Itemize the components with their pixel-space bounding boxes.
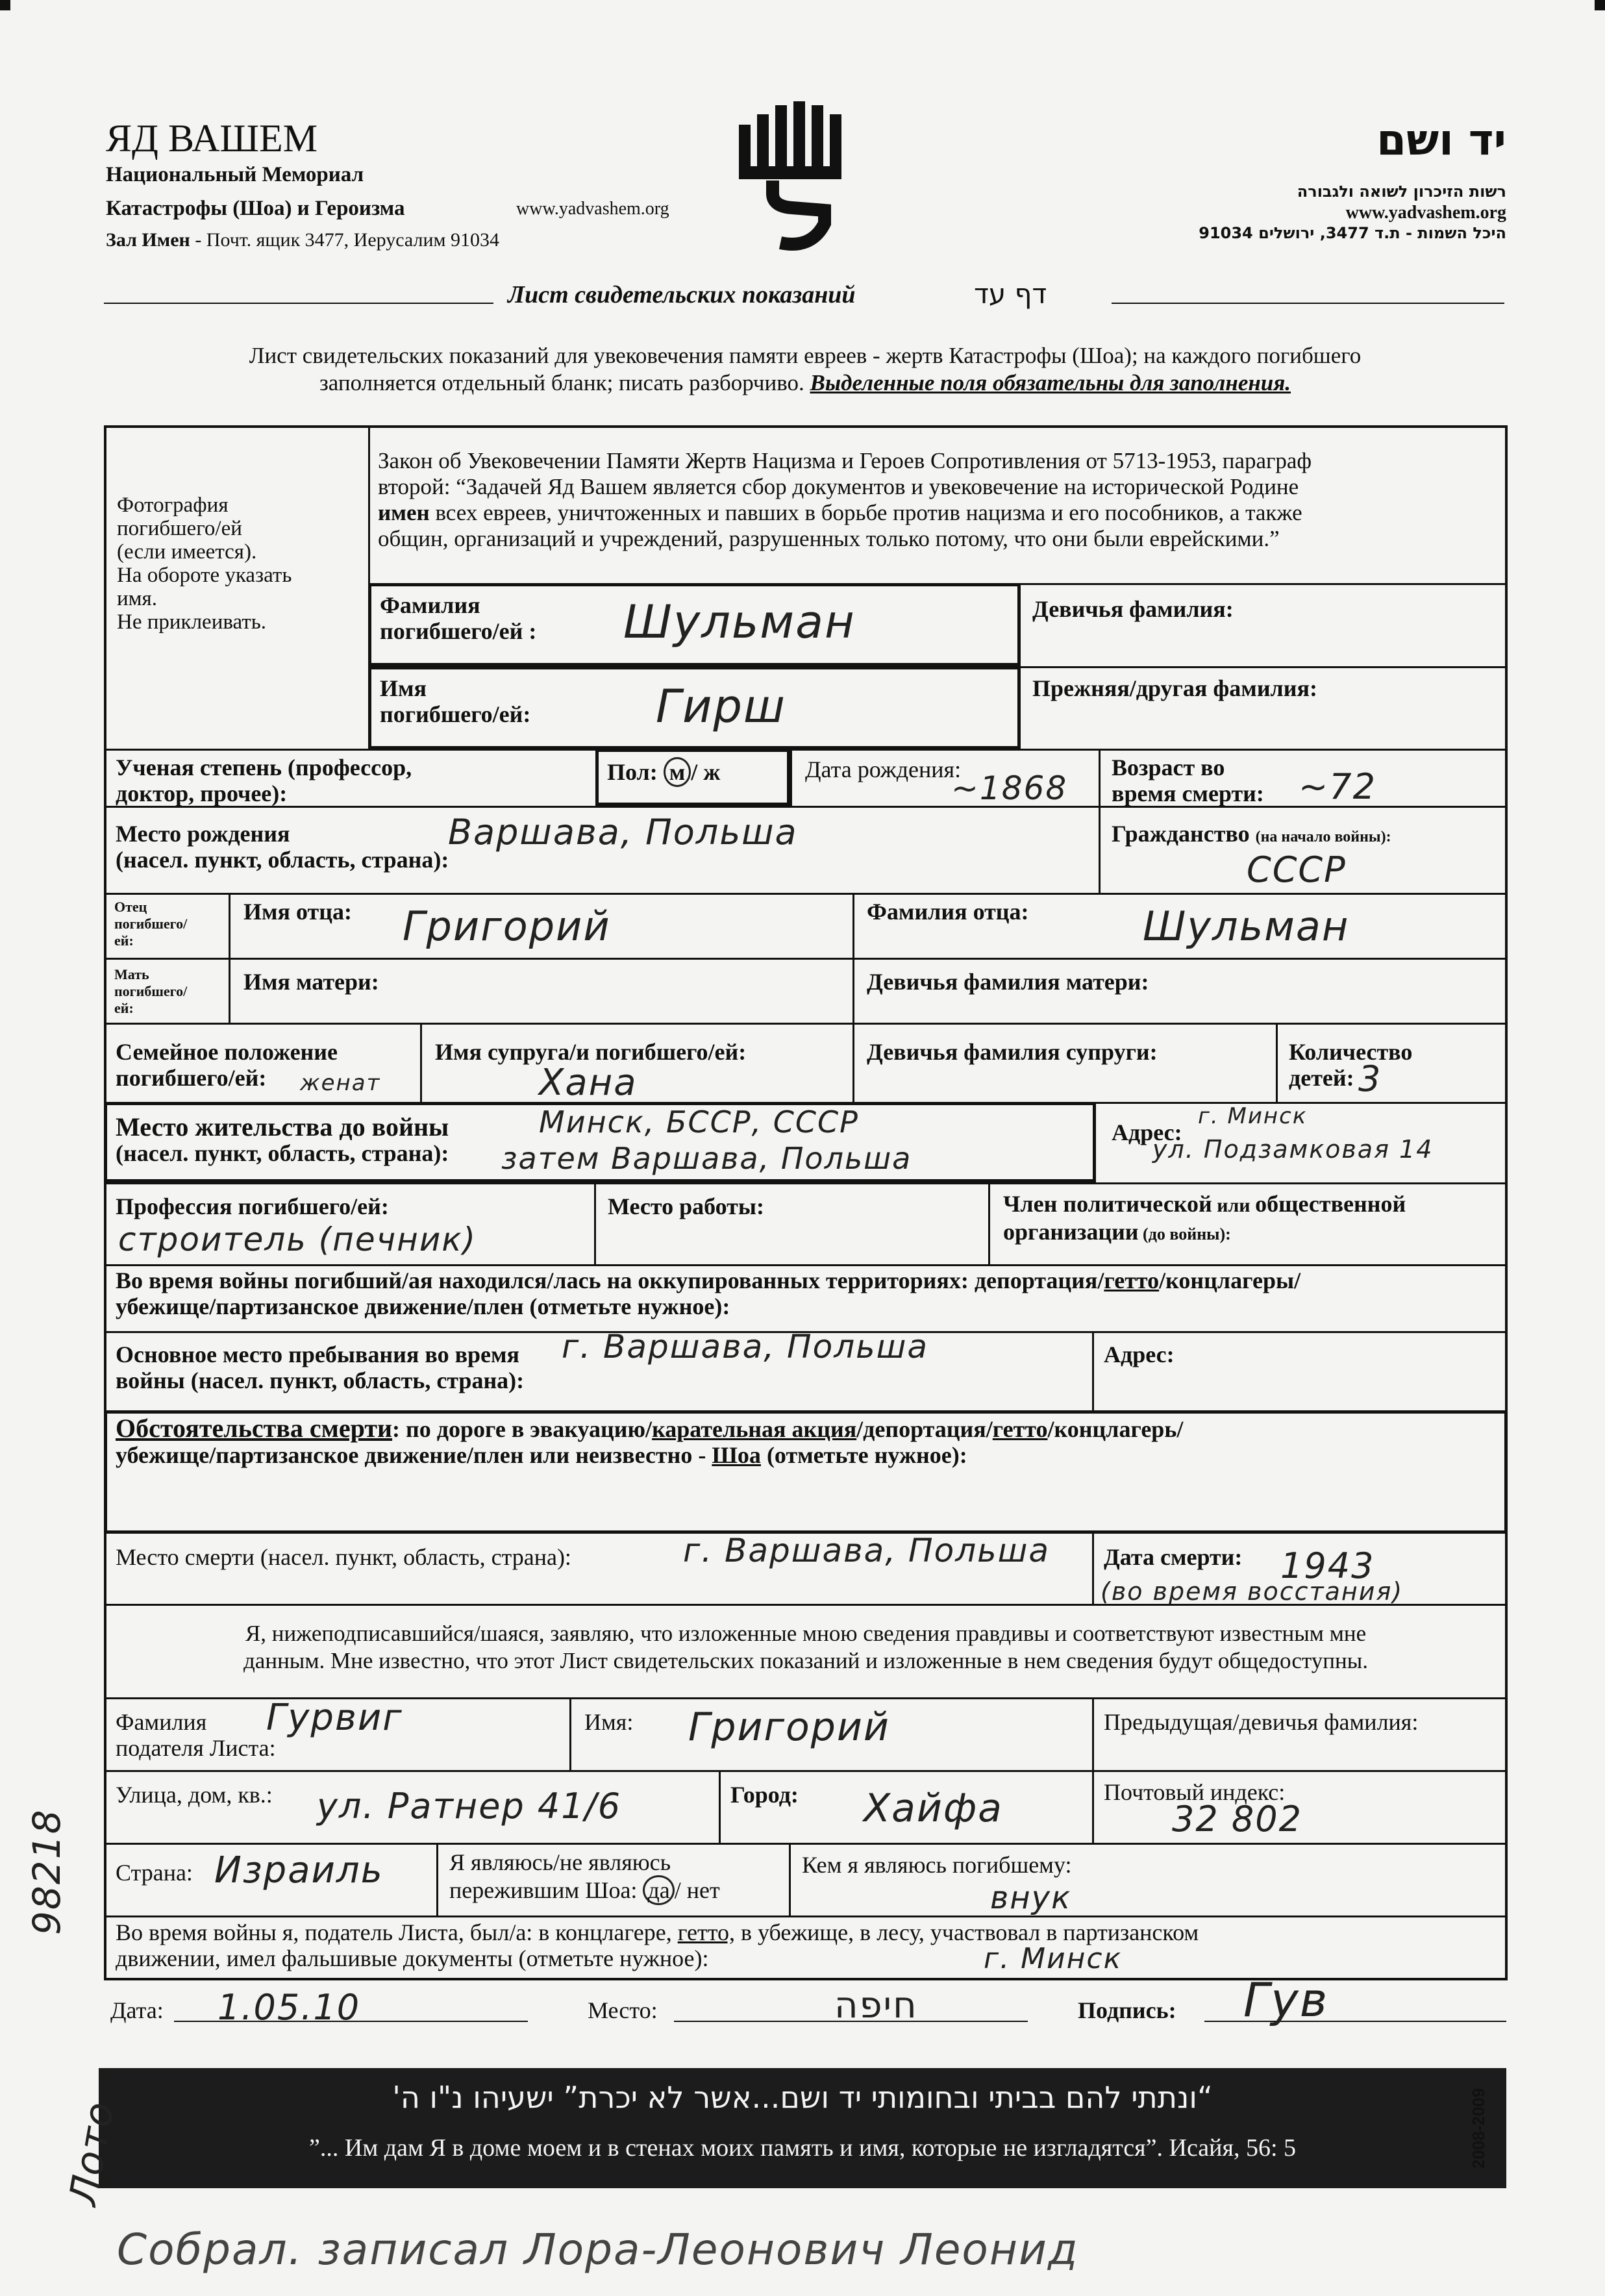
signature-label: Подпись: xyxy=(1078,1997,1176,2023)
survivor-yes-option[interactable]: да xyxy=(643,1875,674,1905)
gender-female-option[interactable]: ж xyxy=(703,759,721,785)
collector-note: Собрал. записал Лора-Леонович Леонид xyxy=(117,2225,1079,2275)
title-rule-left xyxy=(104,303,493,304)
age-value: ~72 xyxy=(1299,766,1376,807)
surname-label: Фамилия погибшего/ей : xyxy=(380,592,537,644)
rule-age-left xyxy=(1099,749,1101,806)
first-name-label: Имя погибшего/ей: xyxy=(380,675,531,727)
birth-date-label: Дата рождения: xyxy=(805,756,962,782)
rule-spouse-maiden-left xyxy=(852,1023,854,1102)
rule-death-date-left xyxy=(1092,1534,1094,1604)
children-value: 3 xyxy=(1358,1058,1382,1099)
street-label: Улица, дом, кв.: xyxy=(116,1782,273,1808)
rule-row-degree xyxy=(104,749,1508,751)
intro-line1: Лист свидетельских показаний для увековечения памяти евреев - жертв Катастрофы (Шоа); на каждого погибшего xyxy=(249,343,1362,368)
father-name-label: Имя отца: xyxy=(243,899,352,925)
org-line1-he: רשות הזיכרון לשואה ולגבורה xyxy=(1297,182,1506,201)
form-title-ru: Лист свидетельских показаний xyxy=(508,281,856,308)
city-label: Город: xyxy=(730,1782,799,1808)
residence-label: Место жительства до войны (насел. пункт, область, страна): xyxy=(116,1112,449,1166)
rule-citizenship-left xyxy=(1099,806,1101,893)
rule-workplace-left xyxy=(594,1182,596,1264)
spouse-name-value: Хана xyxy=(539,1062,638,1104)
rule-row-father xyxy=(104,893,1508,895)
age-label: Возраст во время смерти: xyxy=(1112,755,1264,806)
surname-value: Шульман xyxy=(623,595,856,649)
profession-label: Профессия погибшего/ей: xyxy=(116,1193,389,1219)
rule-row-mother xyxy=(104,958,1508,960)
rule-children-left xyxy=(1276,1023,1278,1102)
rule-declaration xyxy=(104,1604,1508,1606)
workplace-label: Место работы: xyxy=(608,1193,764,1219)
rule-birthdate-left xyxy=(790,749,792,806)
website-right: www.yadvashem.org xyxy=(1345,203,1506,223)
postal-value: 32 802 xyxy=(1172,1799,1302,1840)
rule-submitter-prev-left xyxy=(1092,1697,1094,1770)
signature-value: Гув xyxy=(1243,1973,1329,2027)
corner-mark-tl xyxy=(0,0,10,10)
org-title-ru: ЯД ВАШЕМ xyxy=(106,117,318,160)
date-value: 1.05.10 xyxy=(218,1987,361,2028)
photo-box-label: Фотография погибшего/ей (если имеется). На обороте указать имя. Не приклеивать. xyxy=(117,493,292,634)
org-line2-ru: Катастрофы (Шоа) и Героизма xyxy=(106,197,405,220)
street-value: ул. Ратнер 41/6 xyxy=(317,1786,622,1827)
rule-submitter-war xyxy=(104,1915,1508,1917)
country-value: Израиль xyxy=(214,1849,384,1891)
residence-value: Минск, БССР, СССР xyxy=(539,1104,859,1140)
spouse-name-label: Имя супруга/и погибшего/ей: xyxy=(435,1039,747,1065)
rule-row-profession xyxy=(104,1182,1508,1184)
main-place-value: г. Варшава, Польша xyxy=(562,1328,929,1366)
banner-side-text: 2008-2009 xyxy=(1469,2088,1488,2169)
degree-label: Ученая степень (профессор, доктор, прочее): xyxy=(116,755,412,806)
mother-side-label: Мать погибшего/ ей: xyxy=(114,966,188,1016)
birth-date-value: ~1868 xyxy=(951,769,1068,807)
rule-spouse-left xyxy=(420,1023,422,1102)
wartime-label: Во время войны погибший/ая находился/лась на оккупированных территориях: депортация/гетто/концлагеры/ убежище/партизанское движение/плен (отметьте нужное): xyxy=(116,1267,1301,1319)
prev-surname-label: Прежняя/другая фамилия: xyxy=(1032,675,1317,701)
mother-name-label: Имя матери: xyxy=(243,969,379,995)
yad-vashem-logo-icon xyxy=(734,96,851,252)
death-date-label: Дата смерти: xyxy=(1104,1544,1243,1570)
maiden-name-label: Девичья фамилия: xyxy=(1032,596,1234,622)
website-left: www.yadvashem.org xyxy=(516,199,669,219)
submitter-surname-label: Фамилия подателя Листа: xyxy=(116,1709,276,1761)
law-text: Закон об Увековечении Памяти Жертв Нацизма и Героев Сопротивления от 5713-1953, параграф второй: “Задачей Яд Вашем является сбор документов и увековечение на исторической Родине имен всех евреев, уничтоженных и павших в борьбе против нацизма и его пособников, а также общин, организаций и учреждений, разрушенных только потому, что они были еврейскими.” xyxy=(378,448,1312,551)
submitter-surname-value: Гурвиг xyxy=(266,1697,403,1739)
submitter-war-place: г. Минск xyxy=(984,1942,1123,1975)
death-place-label: Место смерти (насел. пункт, область, страна): xyxy=(116,1544,571,1570)
gender-label: Пол: м / ж xyxy=(607,757,720,787)
rule-country xyxy=(104,1843,1508,1845)
member-label: Член политической или общественной организации (до войны): xyxy=(1003,1191,1406,1245)
death-date-note: (во время восстания) xyxy=(1101,1577,1404,1606)
citizenship-value: СССР xyxy=(1247,849,1347,890)
spouse-maiden-label: Девичья фамилия супруги: xyxy=(867,1039,1158,1065)
rule-member-left xyxy=(988,1182,990,1264)
rule-city-left xyxy=(719,1770,721,1843)
birth-place-value: Варшава, Польша xyxy=(448,812,798,853)
relation-value: внук xyxy=(990,1880,1072,1916)
place-value: חיפה xyxy=(834,1984,918,2027)
postal-label: Почтовый индекс: xyxy=(1104,1779,1286,1805)
address-value-1: г. Минск xyxy=(1198,1103,1308,1129)
survivor-no-option[interactable]: нет xyxy=(686,1877,720,1903)
death-place-value: г. Варшава, Польша xyxy=(683,1532,1051,1569)
father-surname-value: Шульман xyxy=(1143,903,1350,950)
survivor-label: Я являюсь/не являюсь пережившим Шоа: да / нет xyxy=(449,1849,720,1905)
birth-place-label: Место рождения (насел. пункт, область, страна): xyxy=(116,821,449,873)
father-name-value: Григорий xyxy=(403,903,611,950)
intro-line2: заполняется отдельный бланк; писать разборчиво. Выделенные поля обязательны для заполнения. xyxy=(319,370,1291,395)
org-title-he: יד ושם xyxy=(1376,115,1506,165)
date-label: Дата: xyxy=(110,1997,164,2023)
address-label: Адрес: xyxy=(1112,1119,1182,1145)
rule-main-address-left xyxy=(1092,1331,1094,1410)
submitter-war-label: Во время войны я, податель Листа, был/а: в концлагере, гетто, в убежище, в лесу, участвовал в партизанском движении, имел фальшивые документы (отметьте нужное): xyxy=(116,1919,1199,1971)
rule-relation-left xyxy=(789,1843,791,1915)
declaration-line2: данным. Мне известно, что этот Лист свидетельских показаний и изложенные в нем сведения будут общедоступны. xyxy=(243,1648,1368,1673)
father-side-label: Отец погибшего/ ей: xyxy=(114,899,188,949)
residence-later-value: затем Варшава, Польша xyxy=(501,1141,912,1176)
main-address-label: Адрес: xyxy=(1104,1341,1175,1367)
banner-hebrew: “ונתתי להם בביתי ובחומותי יד ושם...אשר לא יכרת” ישעיהו נ"ו ה' xyxy=(392,2080,1213,2115)
submitter-name-label: Имя: xyxy=(584,1709,634,1735)
corner-mark-tr xyxy=(1595,0,1605,10)
org-line3-he: 91034 היכל השמות - ת.ד 3477, ירושלים xyxy=(1199,224,1506,242)
relation-label: Кем я являюсь погибшему: xyxy=(802,1852,1072,1878)
form-title-he: דף עד xyxy=(974,278,1047,310)
org-line1-ru: Национальный Мемориал xyxy=(106,163,364,186)
rule-submitter-name-left xyxy=(569,1697,571,1770)
gender-male-option[interactable]: м xyxy=(664,757,691,787)
rule-survivor-left xyxy=(436,1843,438,1915)
address-value-2: ул. Подзамковая 14 xyxy=(1152,1135,1434,1164)
org-line3-ru: Зал Имен - Почт. ящик 3477, Иерусалим 91034 xyxy=(106,229,500,251)
first-name-value: Гирш xyxy=(656,680,786,733)
submitter-name-value: Григорий xyxy=(688,1704,890,1750)
rule-street xyxy=(104,1770,1508,1772)
submitter-prev-label: Предыдущая/девичья фамилия: xyxy=(1104,1709,1419,1735)
father-surname-label: Фамилия отца: xyxy=(867,899,1029,925)
citizenship-label: Гражданство (на начало войны): xyxy=(1112,821,1391,847)
death-date-value: 1943 xyxy=(1280,1545,1375,1586)
declaration-line1: Я, нижеподписавшийся/шаяся, заявляю, что изложенные мною сведения правдивы и соответствуют известным мне xyxy=(245,1621,1367,1646)
banner-russian: ”... Им дам Я в доме моем и в стенах моих память и имя, которые не изгладятся”. Исайя, 56: 5 xyxy=(308,2134,1297,2162)
marital-value: женат xyxy=(300,1070,381,1096)
city-value: Хайфа xyxy=(864,1786,1003,1831)
main-place-label: Основное место пребывания во время войны (насел. пункт, область, страна): xyxy=(116,1341,525,1393)
mother-maiden-label: Девичья фамилия матери: xyxy=(867,969,1149,995)
rule-row-birthplace xyxy=(104,806,1508,808)
place-label: Место: xyxy=(588,1997,658,2023)
death-circumstances-label: Обстоятельства смерти: по дороге в эвакуацию/карательная акция/депортация/гетто/концлагерь/ убежище/партизанское движение/плен или неизвестно - Шоа (отметьте нужное): xyxy=(116,1414,1184,1468)
country-label: Страна: xyxy=(116,1860,193,1886)
margin-note: Лото xyxy=(60,2097,124,2209)
rule-postal-left xyxy=(1092,1770,1094,1843)
rule-row-wartime xyxy=(104,1264,1508,1266)
title-rule-right xyxy=(1112,303,1504,304)
stamp-number: 98218 xyxy=(25,1808,69,1935)
marital-label: Семейное положение погибшего/ей: xyxy=(116,1039,338,1091)
profession-value: строитель (печник) xyxy=(118,1221,477,1258)
rule-row-marital xyxy=(104,1023,1508,1025)
children-label: Количество детей: xyxy=(1289,1039,1413,1091)
